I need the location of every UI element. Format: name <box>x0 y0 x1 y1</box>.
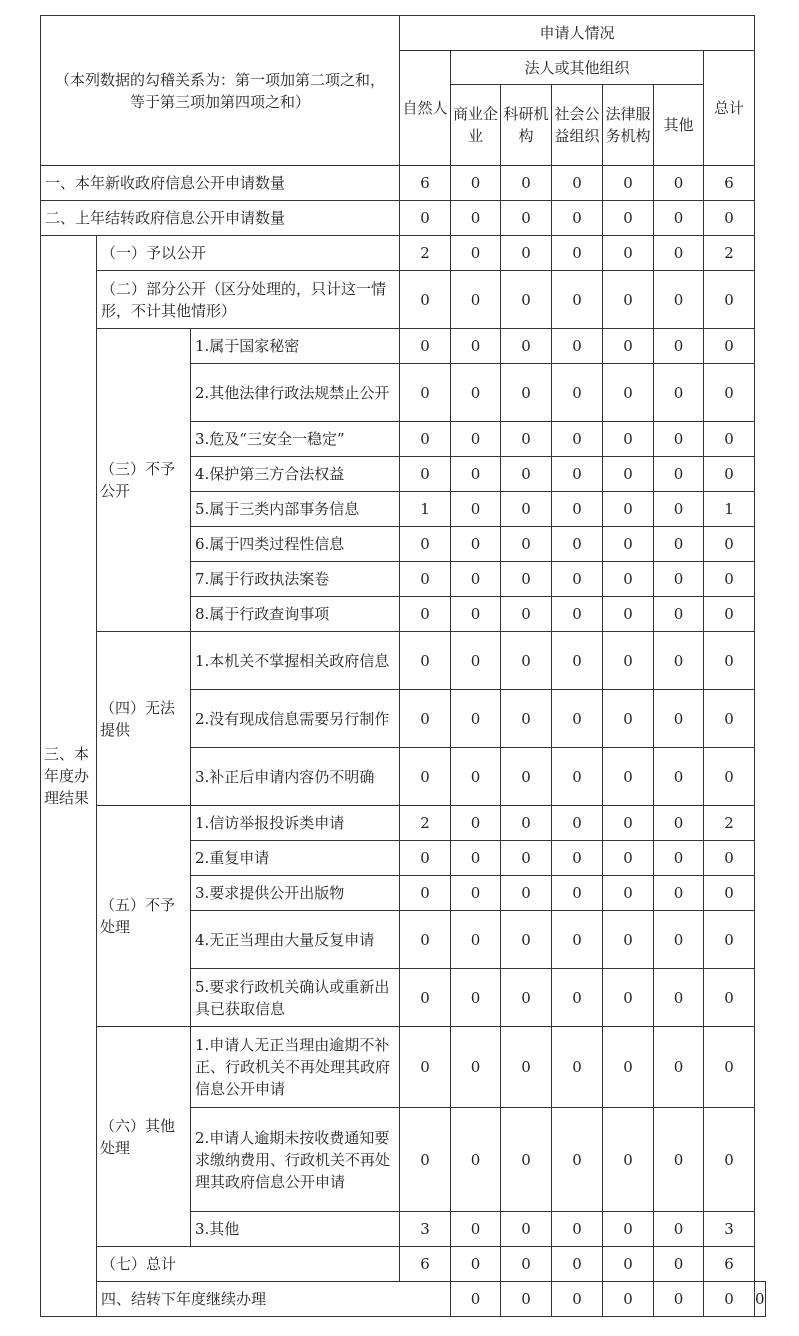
item-label: 1.信访举报投诉类申请 <box>191 806 400 841</box>
row-label: （七）总计 <box>97 1247 400 1282</box>
value-cell: 0 <box>501 236 552 271</box>
item-label: 2.申请人逾期未按收费通知要求缴纳费用、行政机关不再处理其政府信息公开申请 <box>191 1108 400 1212</box>
value-cell: 0 <box>654 690 704 748</box>
item-label: 1.本机关不掌握相关政府信息 <box>191 632 400 690</box>
value-cell: 0 <box>451 1027 501 1108</box>
value-cell: 0 <box>501 166 552 201</box>
other-header: 其他 <box>654 85 704 166</box>
value-cell: 0 <box>451 876 501 911</box>
disclosure-statistics-table <box>40 15 766 1317</box>
value-cell: 1 <box>704 492 755 527</box>
value-cell: 0 <box>552 690 603 748</box>
row-label: 二、上年结转政府信息公开申请数量 <box>41 201 400 236</box>
value-cell: 0 <box>704 876 755 911</box>
value-cell: 0 <box>704 457 755 492</box>
value-cell: 0 <box>603 166 654 201</box>
value-cell: 0 <box>552 969 603 1027</box>
value-cell: 0 <box>400 364 451 422</box>
value-cell: 0 <box>552 527 603 562</box>
value-cell: 0 <box>654 748 704 806</box>
legal-person-group-header: 法人或其他组织 <box>451 51 704 85</box>
value-cell: 0 <box>451 1282 501 1317</box>
row-label: （一）予以公开 <box>97 236 400 271</box>
value-cell: 0 <box>603 329 654 364</box>
value-cell: 0 <box>501 911 552 969</box>
value-cell: 0 <box>654 527 704 562</box>
table-row <box>41 271 766 329</box>
value-cell: 0 <box>552 562 603 597</box>
value-cell: 0 <box>755 1282 766 1317</box>
value-cell: 0 <box>603 632 654 690</box>
commercial-header: 商业企业 <box>451 85 501 166</box>
value-cell: 0 <box>704 911 755 969</box>
table-row <box>41 201 766 236</box>
value-cell: 0 <box>400 562 451 597</box>
relationship-note: （本列数据的勾稽关系为：第一项加第二项之和，等于第三项加第四项之和） <box>41 16 400 166</box>
value-cell: 0 <box>400 1027 451 1108</box>
value-cell: 0 <box>400 422 451 457</box>
value-cell: 0 <box>451 690 501 748</box>
value-cell: 0 <box>603 841 654 876</box>
value-cell: 0 <box>654 1027 704 1108</box>
value-cell: 0 <box>704 422 755 457</box>
item-label: 5.要求行政机关确认或重新出具已获取信息 <box>191 969 400 1027</box>
group-label: （四）无法提供 <box>97 632 191 806</box>
value-cell: 0 <box>704 527 755 562</box>
value-cell: 0 <box>501 841 552 876</box>
value-cell: 0 <box>451 236 501 271</box>
value-cell: 2 <box>704 806 755 841</box>
value-cell: 0 <box>501 1027 552 1108</box>
value-cell: 0 <box>704 1108 755 1212</box>
value-cell: 0 <box>552 166 603 201</box>
value-cell: 3 <box>400 1212 451 1247</box>
value-cell: 0 <box>603 690 654 748</box>
value-cell: 0 <box>501 201 552 236</box>
value-cell: 0 <box>704 597 755 632</box>
value-cell: 0 <box>603 562 654 597</box>
value-cell: 0 <box>451 329 501 364</box>
value-cell: 0 <box>603 201 654 236</box>
value-cell: 0 <box>400 690 451 748</box>
value-cell: 0 <box>654 562 704 597</box>
table-row <box>41 632 766 690</box>
value-cell: 0 <box>400 748 451 806</box>
value-cell: 6 <box>704 166 755 201</box>
table-row <box>41 806 766 841</box>
value-cell: 0 <box>501 364 552 422</box>
applicant-situation-header: 申请人情况 <box>400 16 755 51</box>
value-cell: 0 <box>603 422 654 457</box>
value-cell: 0 <box>654 166 704 201</box>
value-cell: 0 <box>704 271 755 329</box>
value-cell: 0 <box>451 457 501 492</box>
value-cell: 0 <box>704 1282 755 1317</box>
value-cell: 0 <box>654 841 704 876</box>
value-cell: 0 <box>400 1108 451 1212</box>
value-cell: 0 <box>654 969 704 1027</box>
value-cell: 0 <box>654 597 704 632</box>
item-label: 5.属于三类内部事务信息 <box>191 492 400 527</box>
value-cell: 0 <box>501 876 552 911</box>
value-cell: 0 <box>451 597 501 632</box>
value-cell: 0 <box>451 422 501 457</box>
value-cell: 0 <box>552 1247 603 1282</box>
value-cell: 0 <box>451 1212 501 1247</box>
value-cell: 0 <box>704 1027 755 1108</box>
value-cell: 0 <box>451 1247 501 1282</box>
value-cell: 0 <box>654 1212 704 1247</box>
row-label: 四、结转下年度继续办理 <box>97 1282 451 1317</box>
value-cell: 0 <box>400 271 451 329</box>
value-cell: 0 <box>451 271 501 329</box>
value-cell: 2 <box>400 806 451 841</box>
value-cell: 0 <box>654 911 704 969</box>
table-row <box>41 236 766 271</box>
value-cell: 0 <box>400 969 451 1027</box>
value-cell: 0 <box>603 457 654 492</box>
value-cell: 0 <box>654 457 704 492</box>
value-cell: 0 <box>603 806 654 841</box>
value-cell: 0 <box>451 201 501 236</box>
social-header: 社会公益组织 <box>552 85 603 166</box>
value-cell: 0 <box>654 364 704 422</box>
value-cell: 0 <box>654 806 704 841</box>
value-cell: 0 <box>501 422 552 457</box>
value-cell: 0 <box>501 492 552 527</box>
value-cell: 0 <box>704 969 755 1027</box>
value-cell: 0 <box>603 876 654 911</box>
value-cell: 0 <box>603 748 654 806</box>
item-label: 3.危及“三安全一稳定” <box>191 422 400 457</box>
value-cell: 0 <box>501 1282 552 1317</box>
value-cell: 0 <box>501 457 552 492</box>
value-cell: 0 <box>704 201 755 236</box>
total-header: 总计 <box>704 51 755 166</box>
value-cell: 0 <box>603 527 654 562</box>
value-cell: 0 <box>654 1108 704 1212</box>
value-cell: 0 <box>451 364 501 422</box>
value-cell: 0 <box>704 841 755 876</box>
table-row <box>41 1247 766 1282</box>
item-label: 7.属于行政执法案卷 <box>191 562 400 597</box>
item-label: 2.其他法律行政法规禁止公开 <box>191 364 400 422</box>
value-cell: 6 <box>704 1247 755 1282</box>
value-cell: 0 <box>451 969 501 1027</box>
value-cell: 0 <box>501 1212 552 1247</box>
value-cell: 0 <box>654 201 704 236</box>
value-cell: 0 <box>704 562 755 597</box>
value-cell: 0 <box>552 1027 603 1108</box>
value-cell: 0 <box>501 1247 552 1282</box>
value-cell: 0 <box>501 1108 552 1212</box>
item-label: 1.属于国家秘密 <box>191 329 400 364</box>
value-cell: 0 <box>501 271 552 329</box>
item-label: 4.无正当理由大量反复申请 <box>191 911 400 969</box>
value-cell: 0 <box>552 364 603 422</box>
value-cell: 0 <box>654 1282 704 1317</box>
item-label: 8.属于行政查询事项 <box>191 597 400 632</box>
row-label: 一、本年新收政府信息公开申请数量 <box>41 166 400 201</box>
value-cell: 0 <box>603 236 654 271</box>
value-cell: 0 <box>501 806 552 841</box>
value-cell: 0 <box>451 1108 501 1212</box>
value-cell: 0 <box>552 876 603 911</box>
value-cell: 0 <box>552 911 603 969</box>
item-label: 2.重复申请 <box>191 841 400 876</box>
value-cell: 0 <box>552 457 603 492</box>
value-cell: 0 <box>552 748 603 806</box>
group-label: （六）其他处理 <box>97 1027 191 1247</box>
value-cell: 0 <box>400 841 451 876</box>
group-label: （三）不予公开 <box>97 329 191 632</box>
value-cell: 6 <box>400 166 451 201</box>
item-label: 3.要求提供公开出版物 <box>191 876 400 911</box>
value-cell: 0 <box>552 841 603 876</box>
value-cell: 0 <box>654 492 704 527</box>
value-cell: 0 <box>400 632 451 690</box>
value-cell: 0 <box>552 806 603 841</box>
value-cell: 0 <box>501 632 552 690</box>
value-cell: 0 <box>603 597 654 632</box>
value-cell: 0 <box>552 492 603 527</box>
table-row <box>41 1027 766 1108</box>
value-cell: 0 <box>654 236 704 271</box>
value-cell: 0 <box>451 562 501 597</box>
table-body <box>41 16 766 1317</box>
value-cell: 0 <box>654 876 704 911</box>
value-cell: 0 <box>501 527 552 562</box>
value-cell: 0 <box>400 527 451 562</box>
value-cell: 3 <box>704 1212 755 1247</box>
research-header: 科研机构 <box>501 85 552 166</box>
value-cell: 0 <box>704 632 755 690</box>
legal-service-header: 法律服务机构 <box>603 85 654 166</box>
value-cell: 0 <box>501 329 552 364</box>
value-cell: 0 <box>552 236 603 271</box>
table-row <box>41 329 766 364</box>
value-cell: 0 <box>451 748 501 806</box>
value-cell: 0 <box>451 911 501 969</box>
item-label: 6.属于四类过程性信息 <box>191 527 400 562</box>
table-row <box>41 1282 766 1317</box>
value-cell: 0 <box>451 632 501 690</box>
table-row <box>41 166 766 201</box>
value-cell: 0 <box>603 969 654 1027</box>
value-cell: 0 <box>654 329 704 364</box>
value-cell: 0 <box>400 911 451 969</box>
value-cell: 0 <box>400 876 451 911</box>
value-cell: 0 <box>552 1108 603 1212</box>
value-cell: 6 <box>400 1247 451 1282</box>
value-cell: 0 <box>654 422 704 457</box>
value-cell: 0 <box>704 748 755 806</box>
value-cell: 0 <box>400 201 451 236</box>
value-cell: 0 <box>451 492 501 527</box>
item-label: 4.保护第三方合法权益 <box>191 457 400 492</box>
value-cell: 0 <box>400 597 451 632</box>
value-cell: 0 <box>501 597 552 632</box>
value-cell: 0 <box>603 492 654 527</box>
natural-person-header: 自然人 <box>400 51 451 166</box>
value-cell: 0 <box>603 271 654 329</box>
value-cell: 0 <box>400 457 451 492</box>
value-cell: 0 <box>552 201 603 236</box>
value-cell: 0 <box>501 690 552 748</box>
value-cell: 0 <box>654 271 704 329</box>
value-cell: 0 <box>603 1212 654 1247</box>
value-cell: 0 <box>552 597 603 632</box>
value-cell: 0 <box>552 271 603 329</box>
value-cell: 0 <box>501 748 552 806</box>
value-cell: 0 <box>704 690 755 748</box>
value-cell: 0 <box>451 166 501 201</box>
value-cell: 0 <box>451 806 501 841</box>
value-cell: 2 <box>400 236 451 271</box>
value-cell: 0 <box>654 1247 704 1282</box>
value-cell: 1 <box>400 492 451 527</box>
value-cell: 0 <box>654 632 704 690</box>
value-cell: 0 <box>552 1212 603 1247</box>
value-cell: 0 <box>552 329 603 364</box>
value-cell: 0 <box>552 632 603 690</box>
value-cell: 0 <box>603 1108 654 1212</box>
item-label: 3.补正后申请内容仍不明确 <box>191 748 400 806</box>
item-label: 3.其他 <box>191 1212 400 1247</box>
value-cell: 0 <box>603 1282 654 1317</box>
value-cell: 0 <box>603 1247 654 1282</box>
value-cell: 0 <box>603 911 654 969</box>
value-cell: 0 <box>552 422 603 457</box>
value-cell: 0 <box>603 364 654 422</box>
group-label: （五）不予处理 <box>97 806 191 1027</box>
value-cell: 0 <box>451 841 501 876</box>
value-cell: 0 <box>552 1282 603 1317</box>
value-cell: 0 <box>603 1027 654 1108</box>
item-label: 1.申请人无正当理由逾期不补正、行政机关不再处理其政府信息公开申请 <box>191 1027 400 1108</box>
value-cell: 0 <box>501 969 552 1027</box>
value-cell: 2 <box>704 236 755 271</box>
value-cell: 0 <box>451 527 501 562</box>
value-cell: 0 <box>704 329 755 364</box>
value-cell: 0 <box>501 562 552 597</box>
row-label: （二）部分公开（区分处理的，只计这一情形，不计其他情形） <box>97 271 400 329</box>
section3-label: 三、本年度办理结果 <box>41 236 97 1317</box>
value-cell: 0 <box>400 329 451 364</box>
item-label: 2.没有现成信息需要另行制作 <box>191 690 400 748</box>
value-cell: 0 <box>704 364 755 422</box>
